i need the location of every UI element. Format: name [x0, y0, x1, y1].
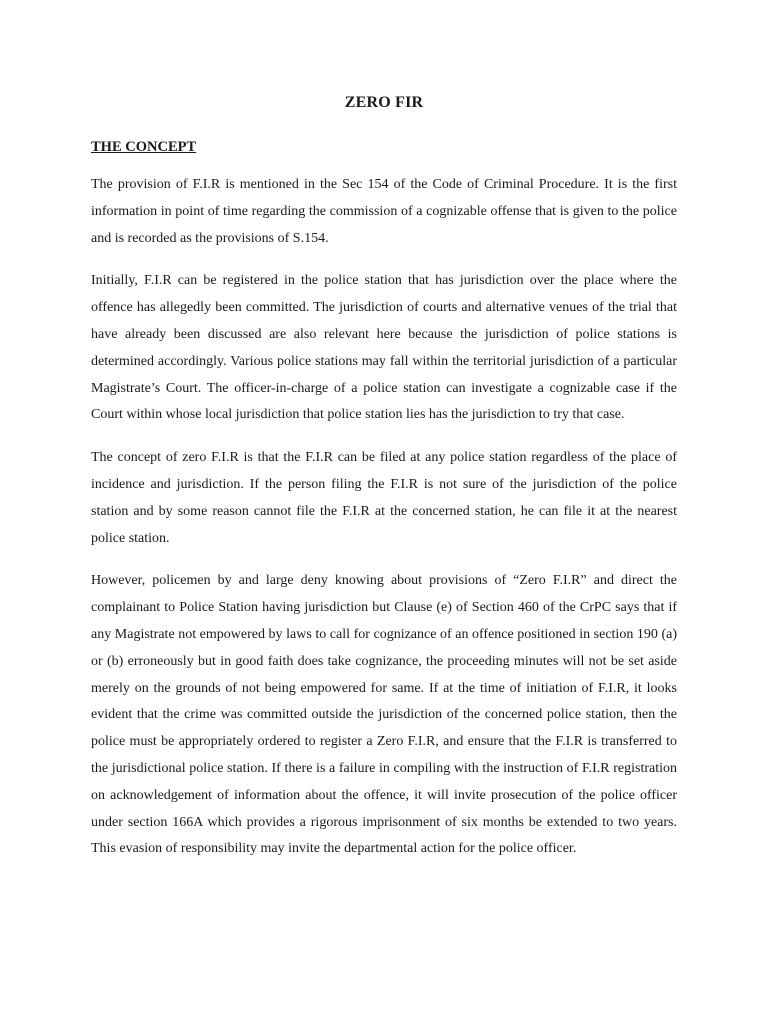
paragraph-1: The provision of F.I.R is mentioned in the Sec 154 of the Code of Criminal Procedure. It is the first information in point of time regarding the commission of a cognizable offense that is given to the police and is recorded as the provisions of S.154. [91, 177, 677, 246]
paragraph-4: However, policemen by and large deny knowing about provisions of “Zero F.I.R” and direct the complainant to Police Station having jurisdiction but Clause (e) of Section 460 of the CrPC says that if any Magistrate not empowered by laws to call for cognizance of an offence positioned in section 190 (a) or (b) erroneously but in good faith does take cognizance, the proceeding minutes will not be set aside merely on the grounds of not being empowered for same. If at the time of initiation of F.I.R, it looks evident that the crime was committed outside the jurisdiction of the concerned police station, then the police must be appropriately ordered to register a Zero F.I.R, and ensure that the F.I.R is transferred to the jurisdictional police station. If there is a failure in compiling with the instruction of F.I.R registration on acknowledgement of information about the offence, it will invite prosecution of the police officer under section 166A which provides a rigorous imprisonment of six months be extended to two years. This evasion of responsibility may invite the departmental action for the police officer. [91, 573, 677, 857]
paragraph-2: Initially, F.I.R can be registered in the police station that has jurisdiction over the place where the offence has allegedly been committed. The jurisdiction of courts and alternative venues of the trial that have already been discussed are also relevant here because the jurisdiction of police stations is determined accordingly. Various police stations may fall within the territorial jurisdiction of a particular Magistrate’s Court. The officer-in-charge of a police station can investigate a cognizable case if the Court within whose local jurisdiction that police station lies has the jurisdiction to try that case. [91, 273, 677, 423]
section-heading: THE CONCEPT [91, 139, 197, 155]
paragraph-3: The concept of zero F.I.R is that the F.I.R can be filed at any police station regardless of the place of incidence and jurisdiction. If the person filing the F.I.R is not sure of the jurisdiction of the police station and by some reason cannot file the F.I.R at the concerned station, he can file it at the nearest police station. [91, 450, 677, 546]
page-title: ZERO FIR [344, 94, 424, 111]
document-page [91, 84, 677, 863]
